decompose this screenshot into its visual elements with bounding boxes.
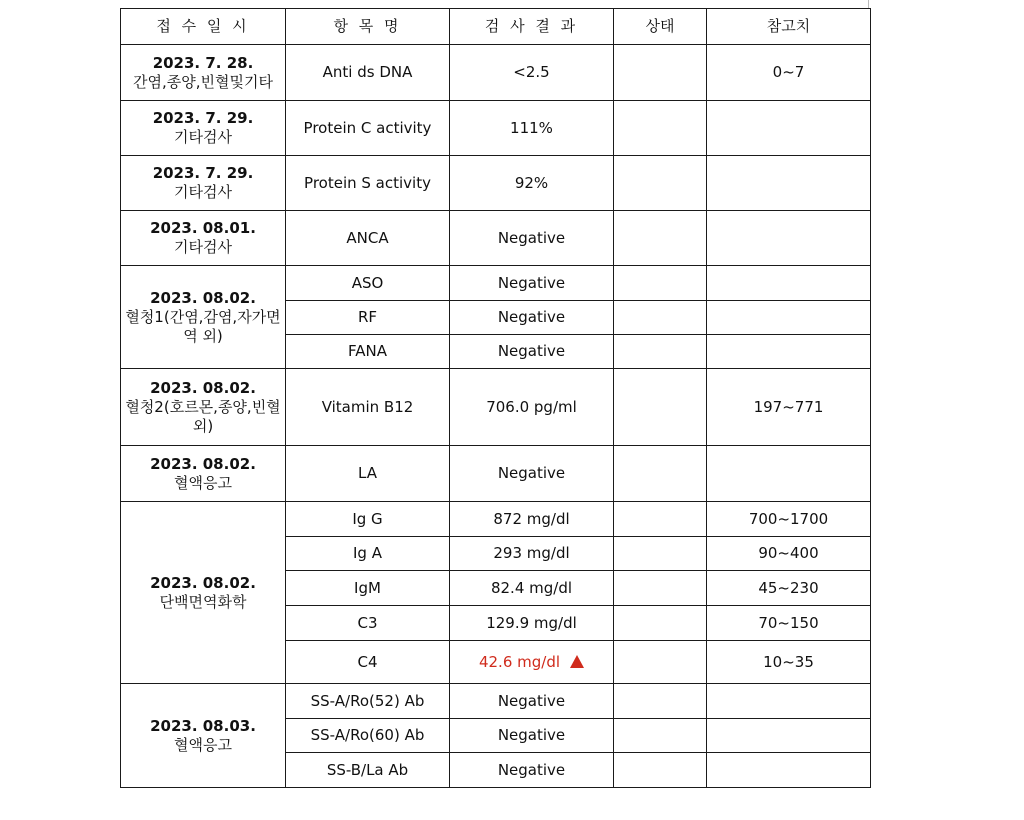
status-cell bbox=[614, 641, 707, 684]
result-header: 검 사 결 과 bbox=[450, 9, 614, 45]
status-cell bbox=[614, 45, 707, 101]
result-value: Negative bbox=[497, 308, 566, 326]
reference-cell: 700~1700 bbox=[707, 502, 871, 537]
status-cell bbox=[614, 719, 707, 753]
status-cell bbox=[614, 684, 707, 719]
status-cell bbox=[614, 301, 707, 335]
status-header: 상태 bbox=[614, 9, 707, 45]
result-cell bbox=[450, 641, 614, 684]
receipt-date: 2023. 7. 29. bbox=[152, 164, 254, 182]
result-cell bbox=[450, 301, 614, 335]
reference-cell: 45~230 bbox=[707, 571, 871, 606]
receipt-date-header: 접 수 일 시 bbox=[121, 9, 286, 45]
result-cell bbox=[450, 684, 614, 719]
item-name-cell: SS-B/La Ab bbox=[286, 753, 450, 788]
table-row bbox=[121, 502, 871, 537]
result-cell bbox=[450, 446, 614, 502]
receipt-cell bbox=[121, 156, 286, 211]
item-name-cell: SS-A/Ro(60) Ab bbox=[286, 719, 450, 753]
reference-cell bbox=[707, 156, 871, 211]
item-name-cell: Vitamin B12 bbox=[286, 369, 450, 446]
result-value: Negative bbox=[497, 342, 566, 360]
receipt-cell bbox=[121, 369, 286, 446]
test-category: 혈액응고 bbox=[174, 735, 232, 754]
result-value: <2.5 bbox=[513, 63, 550, 81]
result-value: Negative bbox=[497, 464, 566, 482]
test-category: 간염,종양,빈혈및기타 bbox=[133, 72, 273, 91]
table-row bbox=[121, 45, 871, 101]
item-name-cell: Protein S activity bbox=[286, 156, 450, 211]
item-name-cell: Anti ds DNA bbox=[286, 45, 450, 101]
page-edge-line bbox=[868, 0, 869, 8]
result-value: 872 mg/dl bbox=[493, 509, 570, 528]
result-value: 111% bbox=[510, 118, 553, 137]
lab-results-table bbox=[120, 8, 871, 788]
item-name-cell: SS-A/Ro(52) Ab bbox=[286, 684, 450, 719]
item-name-cell: IgM bbox=[286, 571, 450, 606]
test-category: 기타검사 bbox=[174, 238, 232, 256]
table-row bbox=[121, 369, 871, 446]
receipt-date: 2023. 08.01. bbox=[150, 219, 256, 237]
result-cell bbox=[450, 606, 614, 641]
test-category: 혈청1(간염,감염,자가면역 외) bbox=[125, 307, 281, 345]
status-cell bbox=[614, 156, 707, 211]
test-category: 혈액응고 bbox=[174, 473, 232, 492]
result-value: 92% bbox=[514, 173, 549, 192]
table-row bbox=[121, 211, 871, 266]
receipt-cell bbox=[121, 101, 286, 156]
result-value: Negative bbox=[497, 760, 566, 779]
item-name-cell: Ig A bbox=[286, 537, 450, 571]
item-name-cell: C3 bbox=[286, 606, 450, 641]
reference-cell bbox=[707, 446, 871, 502]
result-cell bbox=[450, 211, 614, 266]
result-cell bbox=[450, 719, 614, 753]
reference-cell: 90~400 bbox=[707, 537, 871, 571]
result-value: Negative bbox=[497, 691, 566, 710]
result-value: Negative bbox=[497, 273, 566, 292]
result-value: 129.9 mg/dl bbox=[486, 613, 577, 632]
item-name-cell: Protein C activity bbox=[286, 101, 450, 156]
table-row bbox=[121, 156, 871, 211]
receipt-cell bbox=[121, 266, 286, 369]
item-name-cell: ANCA bbox=[286, 211, 450, 266]
test-category: 혈청2(호르몬,종양,빈혈 외) bbox=[125, 397, 281, 435]
item-name-header: 항 목 명 bbox=[286, 9, 450, 45]
high-flag-icon bbox=[570, 655, 584, 668]
status-cell bbox=[614, 571, 707, 606]
result-cell bbox=[450, 369, 614, 446]
result-cell bbox=[450, 502, 614, 537]
result-cell bbox=[450, 335, 614, 369]
status-cell bbox=[614, 753, 707, 788]
receipt-date: 2023. 7. 28. bbox=[152, 53, 254, 72]
item-name-cell: C4 bbox=[286, 641, 450, 684]
status-cell bbox=[614, 537, 707, 571]
reference-cell bbox=[707, 719, 871, 753]
result-value: 82.4 mg/dl bbox=[490, 578, 573, 597]
reference-cell bbox=[707, 266, 871, 301]
test-category: 기타검사 bbox=[174, 128, 232, 146]
table-row bbox=[121, 684, 871, 719]
item-name-cell: Ig G bbox=[286, 502, 450, 537]
receipt-cell bbox=[121, 502, 286, 684]
item-name-cell: LA bbox=[286, 446, 450, 502]
status-cell bbox=[614, 335, 707, 369]
result-cell bbox=[450, 156, 614, 211]
reference-cell: 197~771 bbox=[707, 369, 871, 446]
result-value: 42.6 mg/dl bbox=[478, 652, 561, 671]
test-category: 기타검사 bbox=[174, 183, 232, 201]
item-name-cell: ASO bbox=[286, 266, 450, 301]
receipt-cell bbox=[121, 684, 286, 788]
reference-cell bbox=[707, 684, 871, 719]
result-value: Negative bbox=[497, 726, 566, 744]
reference-cell: 0~7 bbox=[707, 45, 871, 101]
reference-header: 참고치 bbox=[707, 9, 871, 45]
item-name-cell: FANA bbox=[286, 335, 450, 369]
result-value: Negative bbox=[497, 228, 566, 247]
status-cell bbox=[614, 369, 707, 446]
result-value: 706.0 pg/ml bbox=[486, 397, 577, 416]
receipt-cell bbox=[121, 446, 286, 502]
reference-cell bbox=[707, 335, 871, 369]
status-cell bbox=[614, 502, 707, 537]
receipt-cell bbox=[121, 211, 286, 266]
result-cell bbox=[450, 753, 614, 788]
result-cell bbox=[450, 537, 614, 571]
result-cell bbox=[450, 571, 614, 606]
result-value: 293 mg/dl bbox=[493, 544, 570, 562]
table-row bbox=[121, 101, 871, 156]
table-row bbox=[121, 266, 871, 301]
reference-cell: 70~150 bbox=[707, 606, 871, 641]
receipt-cell bbox=[121, 45, 286, 101]
reference-cell bbox=[707, 753, 871, 788]
status-cell bbox=[614, 101, 707, 156]
header-row bbox=[121, 9, 871, 45]
status-cell bbox=[614, 446, 707, 502]
receipt-date: 2023. 08.02. bbox=[150, 454, 256, 473]
result-cell bbox=[450, 101, 614, 156]
test-category: 단백면역화학 bbox=[159, 592, 247, 611]
reference-cell bbox=[707, 301, 871, 335]
table-row bbox=[121, 446, 871, 502]
status-cell bbox=[614, 606, 707, 641]
status-cell bbox=[614, 211, 707, 266]
reference-cell: 10~35 bbox=[707, 641, 871, 684]
result-cell bbox=[450, 45, 614, 101]
receipt-date: 2023. 7. 29. bbox=[152, 109, 254, 127]
receipt-date: 2023. 08.02. bbox=[150, 573, 256, 592]
reference-cell bbox=[707, 101, 871, 156]
item-name-cell: RF bbox=[286, 301, 450, 335]
receipt-date: 2023. 08.02. bbox=[150, 378, 256, 397]
reference-cell bbox=[707, 211, 871, 266]
status-cell bbox=[614, 266, 707, 301]
result-cell bbox=[450, 266, 614, 301]
receipt-date: 2023. 08.03. bbox=[150, 716, 256, 735]
receipt-date: 2023. 08.02. bbox=[150, 288, 256, 307]
